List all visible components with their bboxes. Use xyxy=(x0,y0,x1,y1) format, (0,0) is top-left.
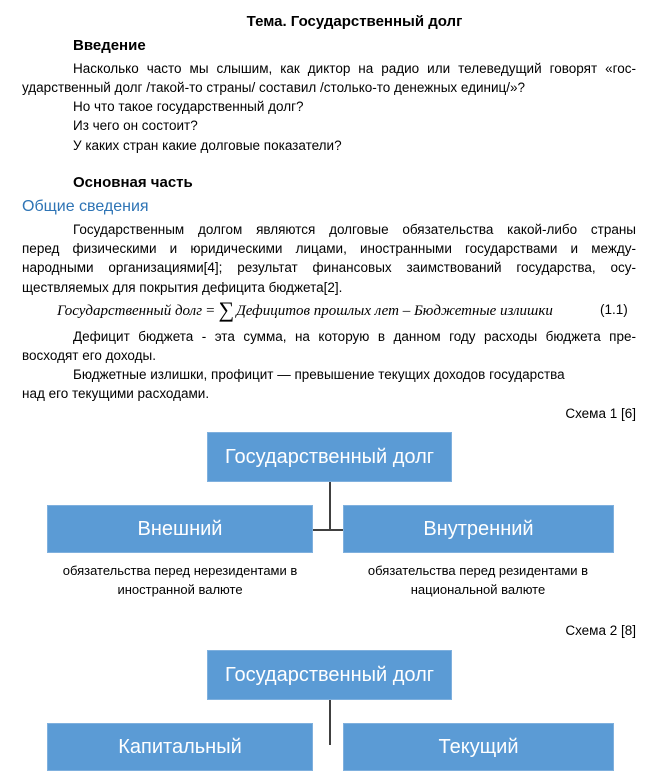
intro-question-3: У каких стран какие долговые показатели? xyxy=(73,138,342,153)
scheme2-root-box xyxy=(207,650,452,700)
formula-number: (1.1) xyxy=(600,302,628,317)
definition-line-4: ществляемых для покрытия дефицита бюджета[2]. xyxy=(22,280,343,295)
formula-lhs: Государственный долг xyxy=(57,303,203,319)
formula-rhs: Дефицитов прошлых лет – Бюджетные излишки xyxy=(236,303,553,319)
intro-question-1: Но что такое государственный долг? xyxy=(73,99,304,114)
scheme2-current-box xyxy=(343,723,614,771)
scheme1-external-desc-1: обязательства перед нерезидентами в xyxy=(62,563,298,578)
general-subheading: Общие сведения xyxy=(22,198,149,215)
definition-line-2: перед физическими и юридическими лицами, иностранными государствами и между- xyxy=(22,241,636,256)
sum-sigma-icon: ∑ xyxy=(218,297,235,322)
scheme1-caption: Схема 1 [6] xyxy=(565,406,636,421)
deficit-line-1: Дефицит бюджета - эта сумма, на которую в данном году расходы бюджета пре- xyxy=(73,329,636,344)
scheme2-caption: Схема 2 [8] xyxy=(565,623,636,638)
main-heading: Основная часть xyxy=(73,174,193,191)
scheme1-vertical-connector xyxy=(329,482,331,530)
formula-equals: = xyxy=(206,303,215,319)
scheme2-capital-label: Капитальный xyxy=(118,735,242,758)
scheme1-horizontal-connector xyxy=(313,529,343,531)
scheme2-capital-box xyxy=(47,723,313,771)
scheme1-internal-desc-2: национальной валюте xyxy=(410,582,546,597)
deficit-line-2: восходят его доходы. xyxy=(22,348,156,363)
scheme1-external-desc-2: иностранной валюте xyxy=(117,582,243,597)
scheme1-internal-box xyxy=(343,505,614,553)
definition-line-3: народными организациями[4]; результат финансовых заимствований государства, осу- xyxy=(22,260,636,275)
intro-question-2: Из чего он состоит? xyxy=(73,118,198,133)
scheme2-vertical-connector xyxy=(329,700,331,745)
intro-line-2: ударственный долг /такой-то страны/ составил /столько-то денежных единиц/»? xyxy=(22,80,526,95)
surplus-line-2: над его текущими расходами. xyxy=(22,386,210,401)
intro-line-1: Насколько часто мы слышим, как диктор на радио или телеведущий говорят «гос- xyxy=(73,61,636,76)
scheme2-current-label: Текущий xyxy=(438,735,519,758)
document-title: Тема. Государственный долг xyxy=(246,13,463,30)
scheme1-internal-desc-1: обязательства перед резидентами в xyxy=(367,563,589,578)
scheme1-internal-label: Внутренний xyxy=(423,517,534,540)
scheme2-root-label: Государственный долг xyxy=(224,663,435,686)
scheme1-root-box xyxy=(207,432,452,482)
definition-line-1: Государственным долгом являются долговые обязательства какой-либо страны xyxy=(73,222,636,237)
scheme1-external-label: Внешний xyxy=(137,517,223,540)
scheme1-external-box xyxy=(47,505,313,553)
debt-formula xyxy=(57,298,636,322)
surplus-line-1: Бюджетные излишки, профицит — превышение текущих доходов государства xyxy=(73,367,565,382)
intro-heading: Введение xyxy=(73,37,146,54)
scheme1-root-label: Государственный долг xyxy=(224,445,435,468)
